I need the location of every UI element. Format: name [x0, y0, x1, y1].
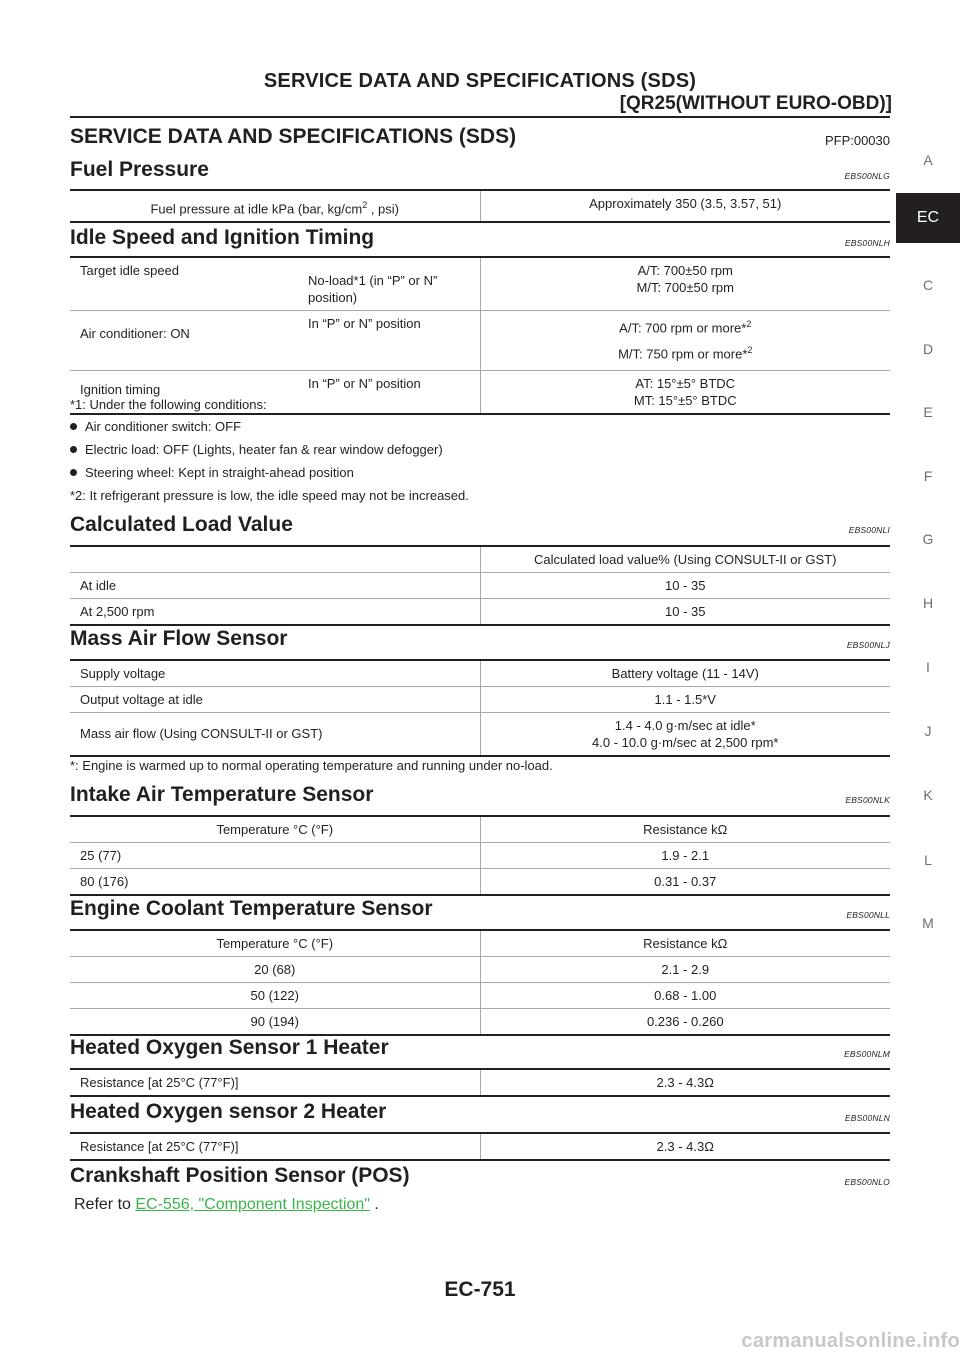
table-row: [70, 546, 890, 573]
calc-load-header: Calculated load value% (Using CONSULT-II or GST): [480, 546, 890, 573]
table-row: [70, 869, 890, 896]
main-title: SERVICE DATA AND SPECIFICATIONS (SDS): [70, 125, 517, 148]
iat-header-temp: Temperature °C (°F): [70, 816, 480, 843]
table-row: [70, 311, 890, 371]
table-row: [70, 190, 890, 222]
ignition-timing-label: Ignition timing: [70, 370, 298, 414]
ho2s2-table: [70, 1132, 890, 1161]
bullet-dot: [70, 446, 77, 453]
idle-note-2: *2: It refrigerant pressure is low, the idle speed may not be increased.: [70, 488, 469, 503]
maf-title: Mass Air Flow Sensor: [70, 627, 288, 650]
tab-k[interactable]: K: [923, 787, 933, 803]
tab-f[interactable]: F: [923, 468, 933, 484]
ect-row-temp: 90 (194): [70, 1009, 480, 1036]
ho2s1-value: 2.3 - 4.3Ω: [480, 1069, 890, 1096]
page-header-title: SERVICE DATA AND SPECIFICATIONS (SDS): [263, 70, 697, 92]
idle-note-1: *1: Under the following conditions:: [70, 397, 267, 412]
maf-row-label: Supply voltage: [70, 660, 480, 687]
ect-row-res: 2.1 - 2.9: [480, 957, 890, 983]
calc-load-ref: EBS00NLI: [848, 525, 890, 535]
iat-row-res: 1.9 - 2.1: [480, 843, 890, 869]
iat-title: Intake Air Temperature Sensor: [70, 783, 374, 806]
maf-row-value: 1.4 - 4.0 g·m/sec at idle* 4.0 - 10.0 g·m/sec at 2,500 rpm*: [480, 713, 890, 757]
table-row: [70, 843, 890, 869]
maf-ref: EBS00NLJ: [846, 640, 890, 650]
tab-a[interactable]: A: [923, 152, 933, 168]
table-row: [70, 687, 890, 713]
ignition-timing-cond: In “P” or N” position: [298, 370, 480, 414]
ckp-ref: EBS00NLO: [844, 1177, 890, 1187]
tab-h[interactable]: H: [922, 595, 934, 611]
tab-e[interactable]: E: [923, 404, 933, 420]
footer-watermark: carmanualsonline.info: [741, 1330, 960, 1352]
ect-header-temp: Temperature °C (°F): [70, 930, 480, 957]
list-item: Air conditioner switch: OFF: [70, 419, 241, 434]
iat-table: [70, 815, 890, 896]
ignition-timing-value: AT: 15°±5° BTDC MT: 15°±5° BTDC: [480, 370, 890, 414]
ect-row-res: 0.236 - 0.260: [480, 1009, 890, 1036]
fuel-pressure-ref: EBS00NLG: [844, 171, 890, 181]
tab-ec[interactable]: EC: [896, 193, 960, 243]
component-inspection-link[interactable]: EC-556, "Component Inspection": [135, 1196, 370, 1213]
tab-l[interactable]: L: [924, 852, 932, 868]
calc-load-table: [70, 545, 890, 626]
tab-g[interactable]: G: [922, 531, 934, 547]
calc-load-row-label: At 2,500 rpm: [70, 599, 480, 626]
calc-load-row-label: At idle: [70, 573, 480, 599]
iat-header-res: Resistance kΩ: [480, 816, 890, 843]
table-row: [70, 713, 890, 757]
header-rule: [70, 116, 890, 118]
ho2s2-label: Resistance [at 25°C (77°F)]: [70, 1133, 480, 1160]
ect-table: [70, 929, 890, 1036]
ect-row-temp: 20 (68): [70, 957, 480, 983]
tab-j[interactable]: J: [924, 723, 932, 739]
ho2s1-title: Heated Oxygen Sensor 1 Heater: [70, 1036, 389, 1059]
ho2s2-value: 2.3 - 4.3Ω: [480, 1133, 890, 1160]
calc-load-empty-header: [70, 546, 480, 573]
calc-load-row-value: 10 - 35: [480, 573, 890, 599]
maf-row-value: 1.1 - 1.5*V: [480, 687, 890, 713]
ho2s2-ref: EBS00NLN: [844, 1113, 890, 1123]
ect-header-res: Resistance kΩ: [480, 930, 890, 957]
ckp-refer-text: Refer to EC-556, "Component Inspection" .: [74, 1196, 379, 1213]
table-row: [70, 660, 890, 687]
list-item: Steering wheel: Kept in straight-ahead position: [70, 465, 354, 480]
maf-table: [70, 659, 890, 757]
maf-note: *: Engine is warmed up to normal operating temperature and running under no-load.: [70, 758, 553, 773]
page-header-subtitle: [QR25(WITHOUT EURO-OBD)]: [619, 93, 892, 114]
calc-load-row-value: 10 - 35: [480, 599, 890, 626]
bullet-dot: [70, 423, 77, 430]
ect-row-temp: 50 (122): [70, 983, 480, 1009]
bullet-dot: [70, 469, 77, 476]
idle-speed-ref: EBS00NLH: [844, 238, 890, 248]
iat-ref: EBS00NLK: [845, 795, 890, 805]
calc-load-title: Calculated Load Value: [70, 513, 293, 536]
tab-m[interactable]: M: [922, 915, 934, 931]
tab-c[interactable]: C: [922, 277, 934, 293]
list-item: Electric load: OFF (Lights, heater fan & rear window defogger): [70, 442, 443, 457]
idle-speed-title: Idle Speed and Ignition Timing: [70, 226, 375, 249]
iat-row-temp: 80 (176): [70, 869, 480, 896]
table-row: [70, 930, 890, 957]
ect-row-res: 0.68 - 1.00: [480, 983, 890, 1009]
page-number: EC-751: [444, 1278, 516, 1301]
fuel-pressure-label: Fuel pressure at idle kPa (bar, $kg/cm^2$ , psi): [70, 190, 480, 222]
ho2s2-title: Heated Oxygen sensor 2 Heater: [70, 1100, 387, 1123]
ac-on-label: Air conditioner: ON: [70, 311, 298, 371]
ac-on-cond: In “P” or N” position: [298, 311, 480, 371]
ho2s1-table: [70, 1068, 890, 1097]
table-row: [70, 1009, 890, 1036]
maf-row-label: Output voltage at idle: [70, 687, 480, 713]
iat-row-res: 0.31 - 0.37: [480, 869, 890, 896]
table-row: [70, 816, 890, 843]
main-ref: PFP:00030: [824, 133, 890, 148]
tab-d[interactable]: D: [922, 341, 934, 357]
maf-row-label: Mass air flow (Using CONSULT-II or GST): [70, 713, 480, 757]
iat-row-temp: 25 (77): [70, 843, 480, 869]
tab-i[interactable]: I: [926, 659, 930, 675]
ckp-title: Crankshaft Position Sensor (POS): [70, 1164, 410, 1187]
ho2s1-ref: EBS00NLM: [843, 1049, 890, 1059]
ac-on-value: A/T: 700 rpm or more*$^2$ M/T: 750 rpm or more*$^2$: [480, 311, 890, 371]
fuel-pressure-table: [70, 189, 890, 223]
idle-speed-table: [70, 256, 890, 415]
ho2s1-label: Resistance [at 25°C (77°F)]: [70, 1069, 480, 1096]
fuel-pressure-title: Fuel Pressure: [70, 158, 209, 181]
target-idle-value: A/T: 700±50 rpm M/T: 700±50 rpm: [480, 257, 890, 311]
table-row: [70, 957, 890, 983]
ect-ref: EBS00NLL: [846, 910, 890, 920]
table-row: [70, 599, 890, 626]
table-row: [70, 573, 890, 599]
table-row: [70, 1133, 890, 1160]
fuel-pressure-value: Approximately 350 (3.5, 3.57, 51): [480, 190, 890, 222]
table-row: [70, 983, 890, 1009]
target-idle-cond: No-load*1 (in “P” or N” position): [298, 257, 480, 311]
table-row: [70, 1069, 890, 1096]
ect-title: Engine Coolant Temperature Sensor: [70, 897, 433, 920]
maf-row-value: Battery voltage (11 - 14V): [480, 660, 890, 687]
table-row: [70, 257, 890, 311]
target-idle-label: Target idle speed: [70, 257, 298, 311]
